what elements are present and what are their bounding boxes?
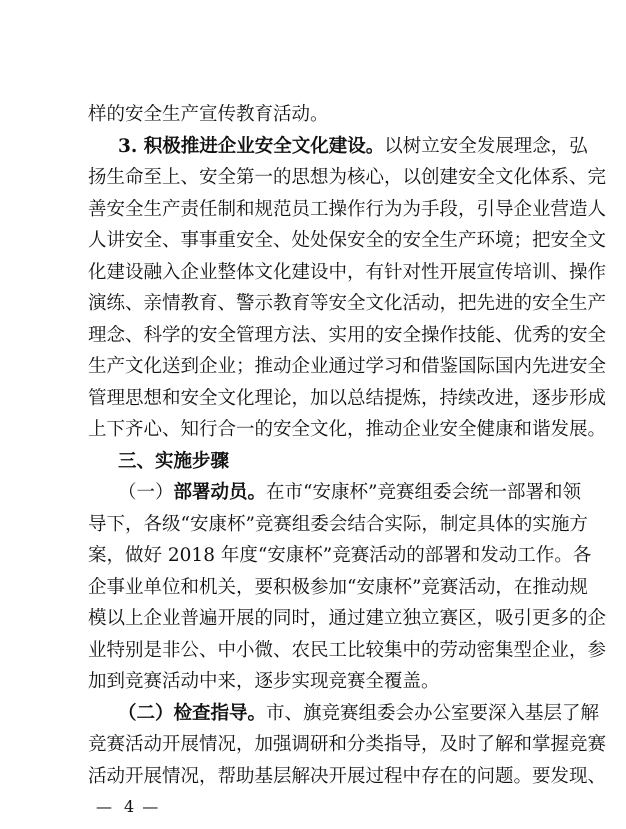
bold-heading: 3. 积极推进企业安全文化建设。	[118, 135, 385, 157]
text-line: 管理思想和安全文化理论，加以总结提炼，持续改进，逐步形成	[88, 387, 607, 409]
page-footer	[96, 797, 162, 817]
bold-heading: 部署动员。	[173, 482, 267, 503]
footer-dash-left: —	[96, 797, 112, 816]
paragraph-heading-line: （一）部署动员。在市“安康杯”竞赛组委会统一部署和领	[118, 482, 581, 503]
page-number: 4	[124, 797, 135, 816]
text-line: 竞赛活动开展情况，加强调研和分类指导，及时了解和掌握竞赛	[88, 734, 607, 755]
text-line: 化建设融入企业整体文化建设中，有针对性开展宣传培训、操作	[88, 261, 607, 283]
text-line: 演练、亲情教育、警示教育等安全文化活动，把先进的安全生产	[88, 293, 607, 314]
text-line: 导下，各级“安康杯”竞赛组委会结合实际，制定具体的实施方	[88, 513, 588, 535]
text-line: 生产文化送到企业；推动企业通过学习和借鉴国际国内先进安全	[88, 356, 607, 377]
bold-heading: （二）检查指导。	[118, 702, 267, 724]
text-line: 企事业单位和机关，要积极参加“安康杯”竞赛活动，在推动规	[88, 576, 588, 598]
text-line: 样的安全生产宣传教育活动。	[88, 104, 329, 125]
text-line: 理念、科学的安全管理方法、实用的安全操作技能、优秀的安全	[88, 324, 607, 346]
text-line: 业特别是非公、中小微、农民工比较集中的劳动密集型企业，参	[88, 639, 607, 661]
text-line: 上下齐心、知行合一的安全文化，推动企业安全健康和谐发展。	[88, 419, 607, 440]
text-line: 模以上企业普遍开展的同时，通过建立独立赛区，吸引更多的企	[88, 608, 607, 629]
paragraph-heading-line: 3. 积极推进企业安全文化建设。以树立安全发展理念，弘	[118, 135, 588, 157]
footer-dash-right: —	[142, 797, 159, 816]
text-line: 人讲安全、事事重安全、处处保安全的安全生产环境；把安全文	[88, 230, 607, 251]
text-line: 加到竞赛活动中来，逐步实现竞赛全覆盖。	[88, 671, 440, 692]
text-line: 活动开展情况，帮助基层解决开展过程中存在的问题。要发现、	[88, 765, 607, 787]
text-line: 扬生命至上、安全第一的思想为核心，以创建安全文化体系、完	[88, 167, 607, 188]
paragraph-heading-line: （二）检查指导。市、旗竞赛组委会办公室要深入基层了解	[118, 702, 600, 724]
text-line: 善安全生产责任制和规范员工操作行为为手段，引导企业营造人	[88, 198, 607, 220]
text-line: 案，做好 2018 年度“安康杯”竞赛活动的部署和发动工作。各	[88, 545, 592, 566]
section-heading: 三、实施步骤	[118, 450, 230, 472]
